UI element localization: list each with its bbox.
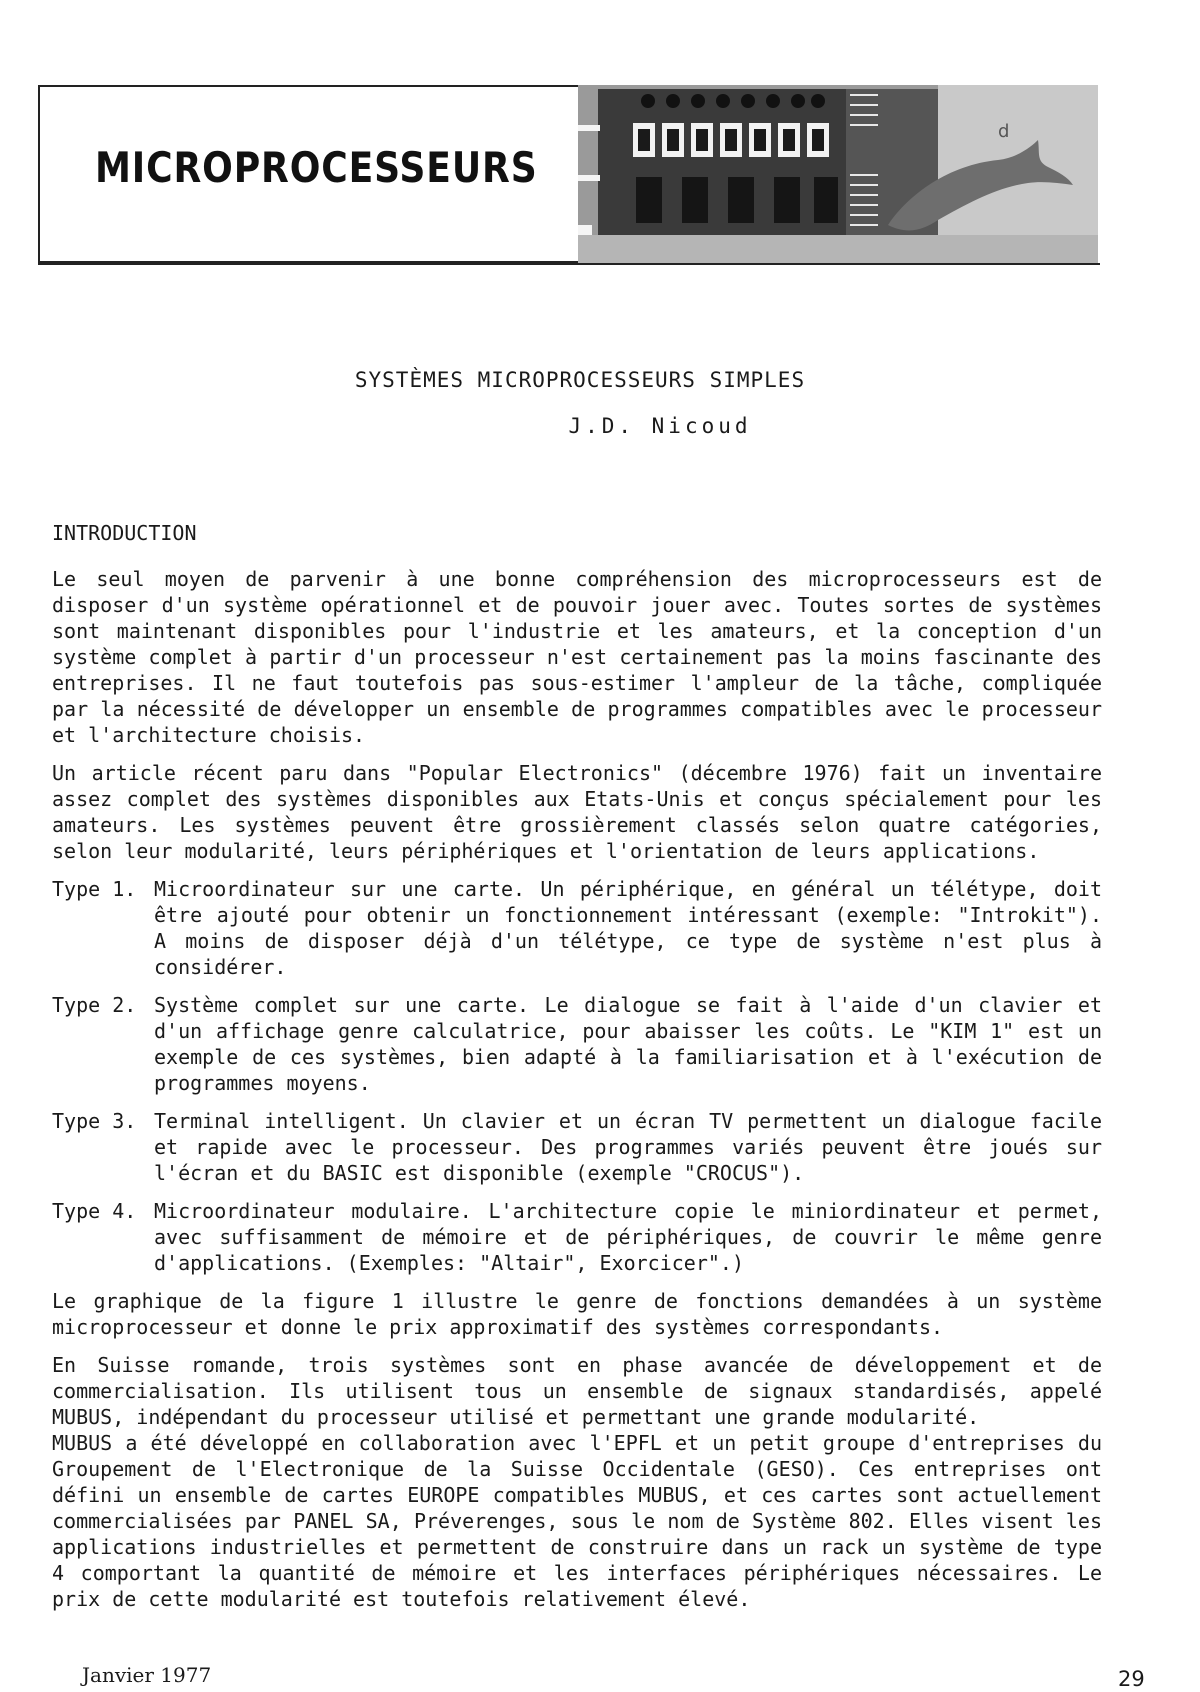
svg-text:d: d <box>998 121 1010 142</box>
type-label: Type 2. <box>52 993 137 1017</box>
type-list-item <box>52 876 1102 980</box>
footer-date: Janvier 1977 <box>82 1663 212 1687</box>
header-title-box <box>38 85 578 263</box>
article-author: J.D. Nicoud <box>568 414 752 438</box>
type-label: Type 1. <box>52 877 137 901</box>
section-header <box>38 85 1100 265</box>
type-list-item <box>52 1198 1102 1276</box>
paragraph: En Suisse romande, trois systèmes sont en phase avancée de développement et de commercialisation. Ils utilisent tous un ensemble de signaux standardisés, appelé MUBUS, indépendant du processeur utilisé et permettant une grande modularité. <box>52 1353 1102 1429</box>
header-rule <box>38 263 1100 265</box>
article-title: SYSTÈMES MICROPROCESSEURS SIMPLES <box>354 368 806 392</box>
paragraph: Le seul moyen de parvenir à une bonne compréhension des microprocesseurs est de disposer d'un système opérationnel et de pouvoir jouer avec. Toutes sortes de systèmes sont maintenant disponibles pour l'industrie et les amateurs, et la conception d'un système complet à partir d'un processeur n'est certainement pas la moins fascinante des entreprises. Il ne faut toutefois pas sous-estimer l'ampleur de la tâche, compliquée par la nécessité de développer un ensemble de programmes compatibles avec le processeur et l'architecture choisis. <box>52 567 1102 747</box>
paragraph: MUBUS a été développé en collaboration avec l'EPFL et un petit groupe d'entreprises du Groupement de l'Electronique de la Suisse Occidentale (GESO). Ces entreprises ont défini un ensemble de cartes EUROPE compatibles MUBUS, et ces cartes sont actuellement commercialisées par PANEL SA, Préverenges, sous le nom de Système 802. Elles visent les applications industrielles et permettent de construire dans un rack un système de type 4 comportant la quantité de mémoire et les interfaces périphériques nécessaires. Le prix de cette modularité est toutefois relativement élevé. <box>52 1431 1102 1611</box>
paragraph: Un article récent paru dans "Popular Electronics" (décembre 1976) fait un inventaire assez complet des systèmes disponibles aux Etats-Unis et conçus spécialement pour les amateurs. Les systèmes peuvent être grossièrement classés selon quatre catégories, selon leur modularité, leurs périphériques et l'orientation de leurs applications. <box>52 761 1102 863</box>
circuit-board-dolphin-photo-icon <box>578 85 1098 263</box>
type-description: Microordinateur modulaire. L'architecture copie le miniordinateur et permet, avec suffisamment de mémoire et de périphériques, de couvrir le même genre d'applications. (Exemples: "Altair", Exorcicer".) <box>154 1199 1102 1275</box>
article-body <box>52 520 1102 1624</box>
type-label: Type 4. <box>52 1199 137 1223</box>
section-title: MICROPROCESSEURS <box>95 143 538 192</box>
type-list-item <box>52 992 1102 1096</box>
page-number: 29 <box>1118 1667 1145 1691</box>
type-list-item <box>52 1108 1102 1186</box>
type-description: Terminal intelligent. Un clavier et un écran TV permettent un dialogue facile et rapide avec le processeur. Des programmes variés peuvent être joués sur l'écran et du BASIC est disponible (exemple "CROCUS"). <box>154 1109 1102 1185</box>
type-description: Microordinateur sur une carte. Un périphérique, en général un télétype, doit être ajouté pour obtenir un fonctionnement intéressant (exemple: "Introkit"). A moins de disposer déjà d'un télétype, ce type de système n'est plus à considérer. <box>154 877 1102 979</box>
type-description: Système complet sur une carte. Le dialogue se fait à l'aide d'un clavier et d'un affichage genre calculatrice, pour abaisser les coûts. Le "KIM 1" est un exemple de ces systèmes, bien adapté à la familiarisation et à l'exécution de programmes moyens. <box>154 993 1102 1095</box>
section-heading-introduction: INTRODUCTION <box>52 521 197 545</box>
type-label: Type 3. <box>52 1109 137 1133</box>
paragraph: Le graphique de la figure 1 illustre le genre de fonctions demandées à un système microprocesseur et donne le prix approximatif des systèmes correspondants. <box>52 1289 1102 1339</box>
